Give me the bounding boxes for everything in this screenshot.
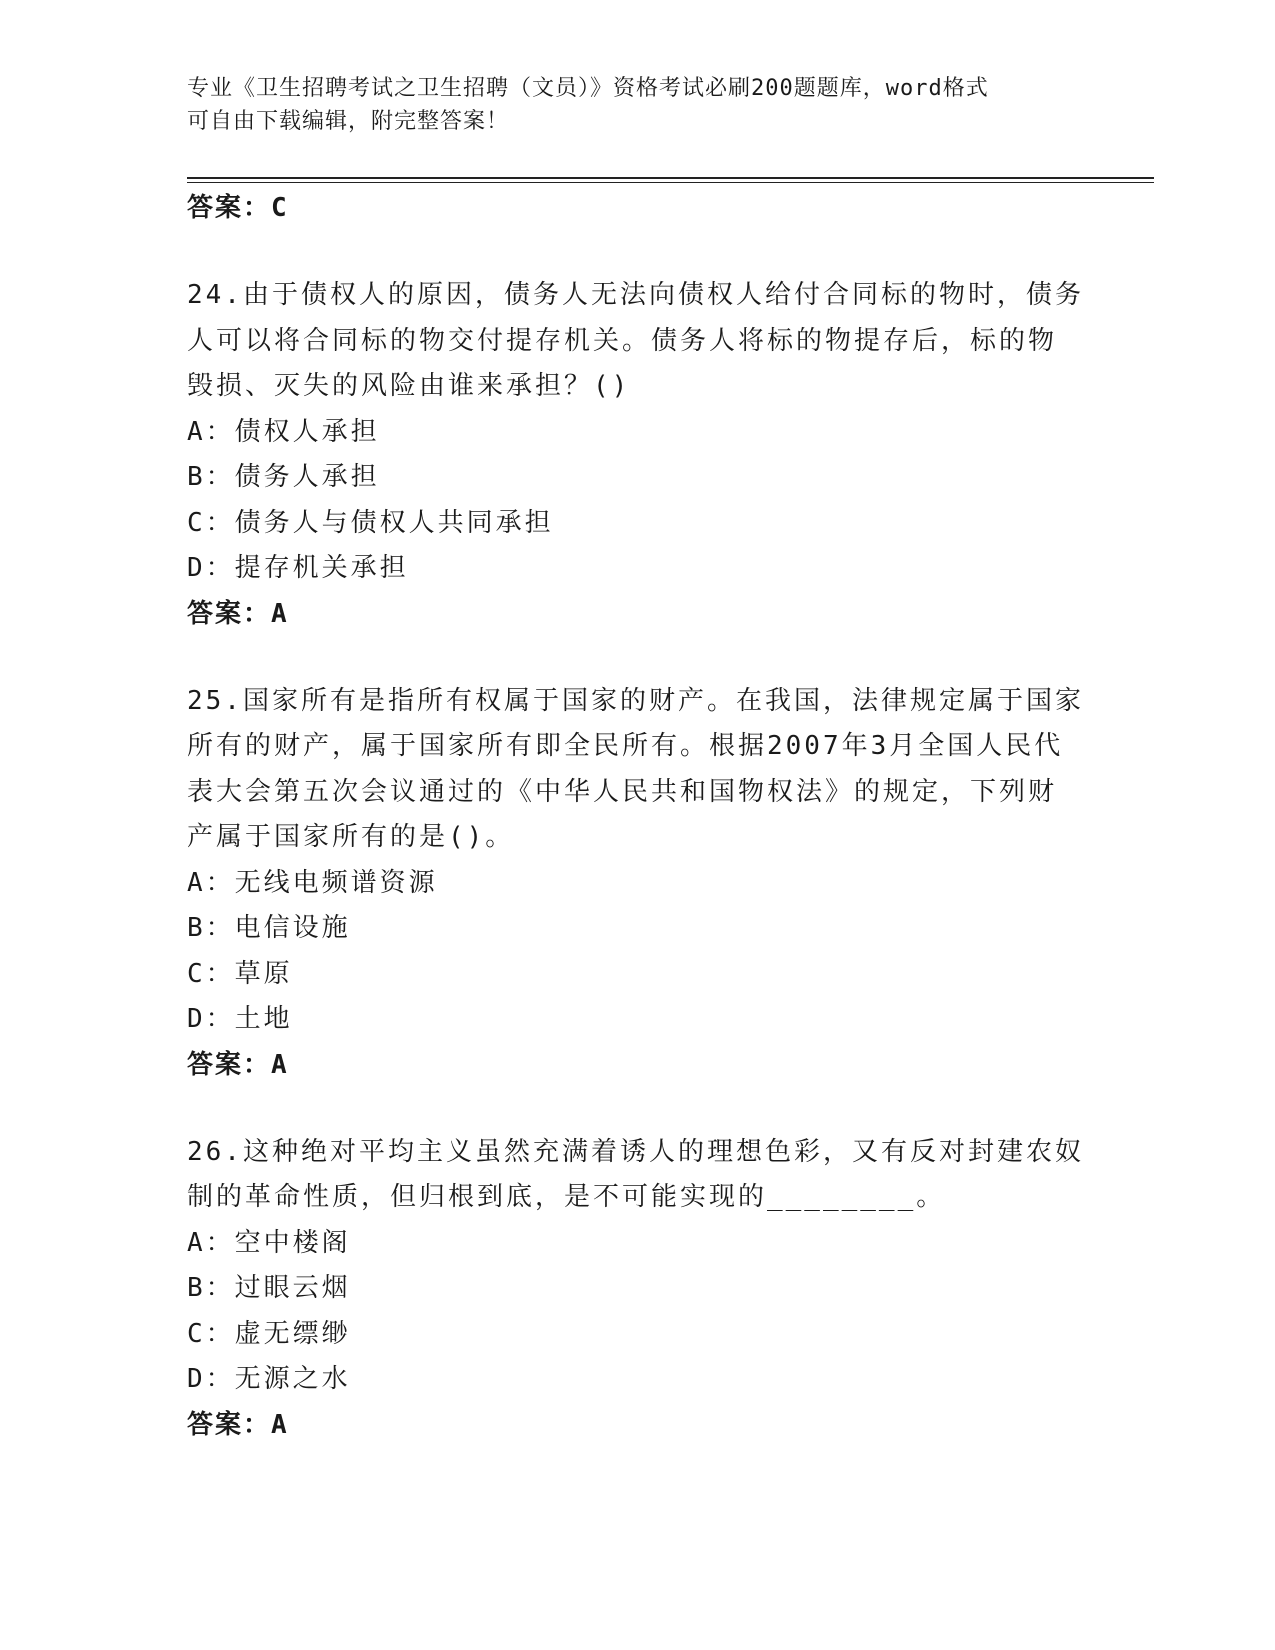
answer: 答案：A — [187, 1409, 289, 1440]
option-b: B：过眼云烟 — [187, 1273, 351, 1303]
question-line: 表大会第五次会议通过的《中华人民共和国物权法》的规定，下列财 — [187, 776, 1058, 807]
option-b: B：电信设施 — [187, 913, 351, 943]
option-d: D：无源之水 — [187, 1364, 351, 1394]
question-line: 毁损、灭失的风险由谁来承担？() — [187, 371, 631, 401]
question-text — [187, 1130, 1087, 1221]
question-line: 26.这种绝对平均主义虽然充满着诱人的理想色彩，又有反对封建农奴 — [187, 1136, 1084, 1167]
answer: 答案：A — [187, 598, 289, 629]
question-24 — [187, 273, 1087, 637]
question-line: 所有的财产，属于国家所有即全民所有。根据2007年3月全国人民代 — [187, 731, 1064, 761]
option-b: B：债务人承担 — [187, 462, 380, 492]
header-rule-thick — [187, 177, 1154, 179]
option-c: C：债务人与债权人共同承担 — [187, 507, 554, 538]
option-a: A：无线电频谱资源 — [187, 867, 438, 898]
document-header — [187, 72, 1067, 138]
option-c: C：草原 — [187, 958, 293, 989]
option-d: D：提存机关承担 — [187, 553, 409, 583]
question-26 — [187, 1130, 1087, 1448]
option-a: A：空中楼阁 — [187, 1227, 351, 1258]
answer-previous: 答案：C — [187, 193, 289, 223]
option-a: A：债权人承担 — [187, 416, 380, 447]
option-c: C：虚无缥缈 — [187, 1318, 351, 1349]
question-25 — [187, 679, 1087, 1088]
option-d: D：土地 — [187, 1004, 293, 1034]
answer: 答案：A — [187, 1049, 289, 1080]
question-line: 25.国家所有是指所有权属于国家的财产。在我国，法律规定属于国家 — [187, 685, 1084, 716]
header-line-1: 专业《卫生招聘考试之卫生招聘（文员）》资格考试必刷200题题库，word格式 — [187, 76, 989, 101]
header-line-2: 可自由下载编辑，附完整答案！ — [187, 109, 510, 134]
header-rule-thin — [187, 182, 1154, 183]
question-text — [187, 679, 1087, 861]
question-line: 人可以将合同标的物交付提存机关。债务人将标的物提存后，标的物 — [187, 325, 1058, 356]
document-body — [187, 186, 1087, 1490]
question-text — [187, 273, 1087, 410]
question-line: 24.由于债权人的原因，债务人无法向债权人给付合同标的物时，债务 — [187, 280, 1084, 310]
question-line: 制的革命性质，但归根到底，是不可能实现的________。 — [187, 1182, 946, 1212]
question-line: 产属于国家所有的是()。 — [187, 822, 515, 852]
